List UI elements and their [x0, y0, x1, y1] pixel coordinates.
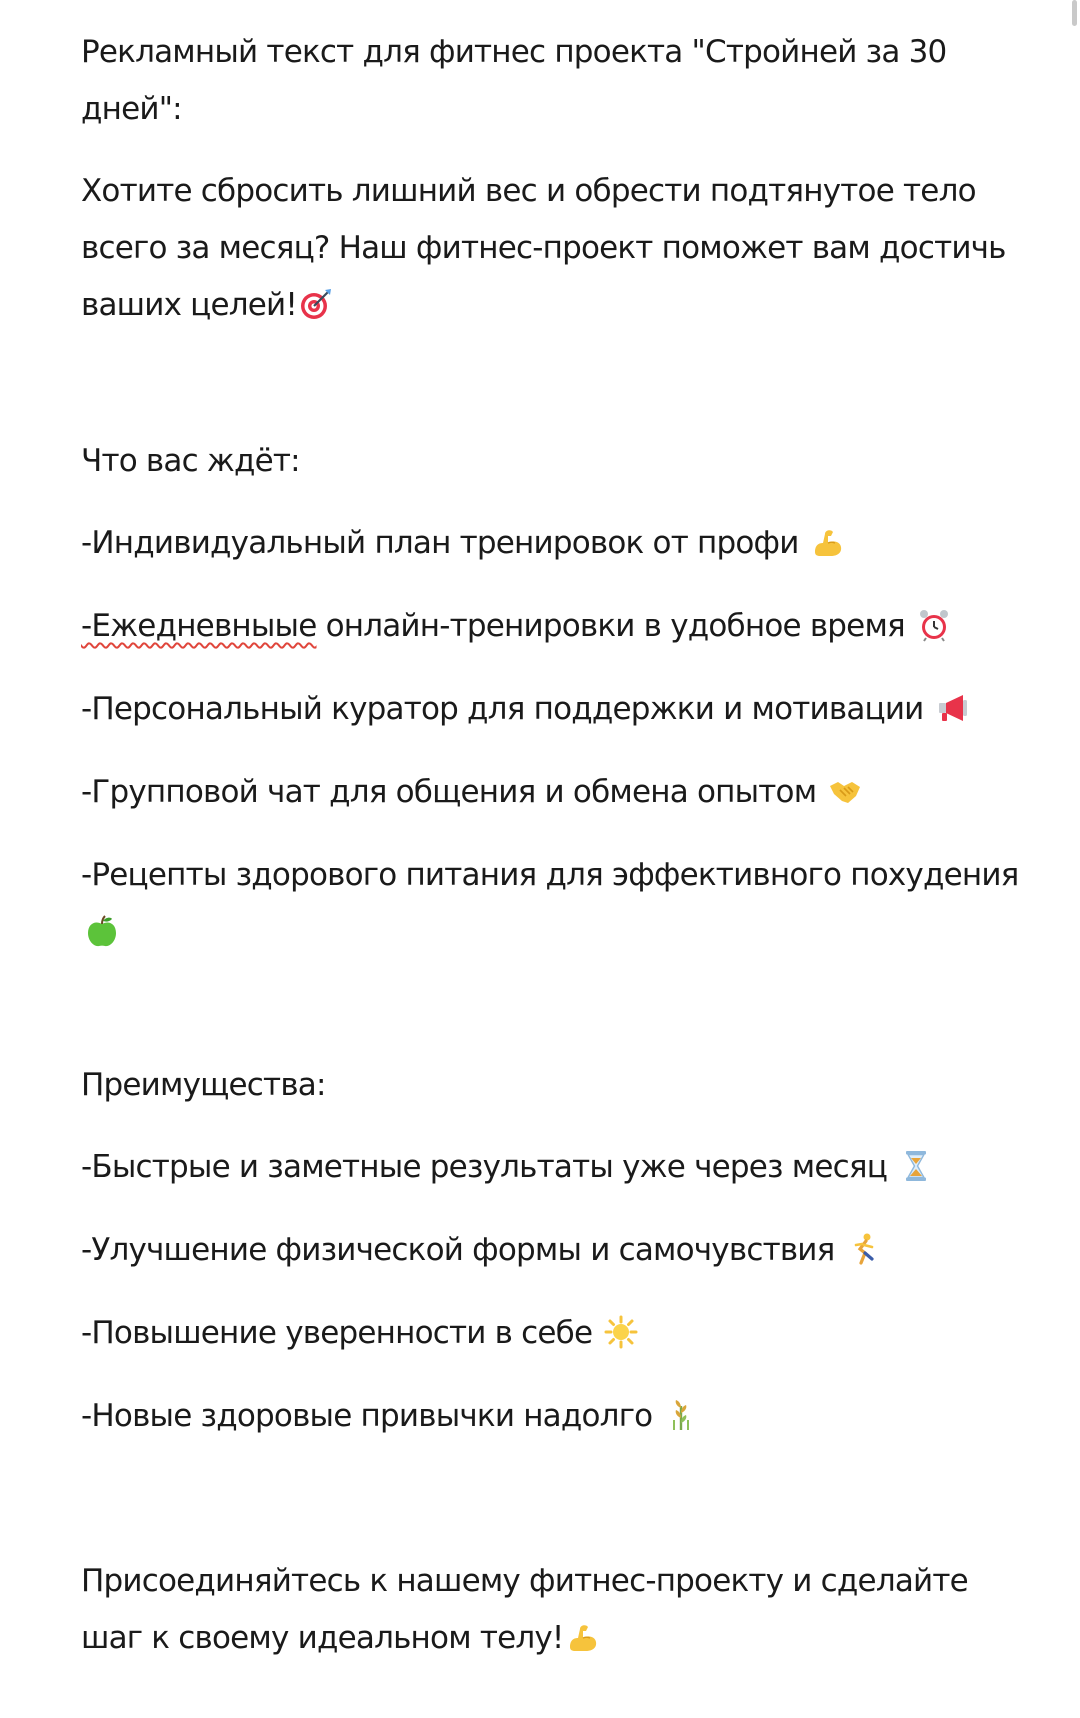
intro-line-2: всего за месяц? Наш фитнес-проект поможет вам достичь — [81, 230, 1006, 266]
feature-item: -Ежедневныые онлайн-тренировки в удобное время — [81, 597, 951, 655]
benefits-heading: Преимущества: — [81, 1067, 326, 1103]
feature-item: -Групповой чат для общения и обмена опытом — [81, 763, 862, 821]
alarm-clock-icon — [917, 608, 951, 642]
flexed-biceps-icon — [566, 1620, 600, 1654]
features-heading: Что вас ждёт: — [81, 443, 300, 479]
hourglass-icon — [899, 1149, 933, 1183]
intro-line-1: Хотите сбросить лишний вес и обрести подтянутое тело — [81, 173, 976, 209]
direct-hit-icon — [299, 287, 333, 321]
vertical-scrollbar[interactable] — [1070, 0, 1080, 1718]
runner-icon — [847, 1232, 881, 1266]
megaphone-icon — [936, 691, 970, 725]
benefit-item: -Повышение уверенности в себе — [81, 1304, 638, 1362]
flexed-biceps-icon — [811, 525, 845, 559]
sun-icon — [604, 1315, 638, 1349]
benefit-item: -Улучшение физической формы и самочувствия — [81, 1221, 881, 1279]
benefit-item: -Новые здоровые привычки надолго — [81, 1387, 698, 1445]
closing-line-1: Присоединяйтесь к нашему фитнес-проекту и сделайте — [81, 1563, 968, 1599]
closing-line-2: шаг к своему идеальном телу! — [81, 1609, 600, 1667]
seedling-icon — [664, 1398, 698, 1432]
intro-line-3 — [81, 276, 333, 334]
feature-item: -Рецепты здорового питания для эффективного похудения — [81, 857, 1019, 893]
benefit-item: -Быстрые и заметные результаты уже через месяц — [81, 1138, 933, 1196]
handshake-icon — [828, 774, 862, 808]
feature-item: -Персональный куратор для поддержки и мотивации — [81, 680, 970, 738]
title-line-2: дней": — [81, 91, 182, 127]
feature-item: -Индивидуальный план тренировок от профи — [81, 514, 845, 572]
title-line-1: Рекламный текст для фитнес проекта "Стройней за 30 — [81, 34, 947, 70]
scrollbar-thumb[interactable] — [1072, 0, 1077, 26]
misspelled-word[interactable]: -Ежедневныые — [81, 608, 317, 644]
green-apple-icon — [85, 914, 119, 948]
feature-item-emoji-line — [81, 903, 119, 961]
intro-line-3-text: ваших целей! — [81, 287, 298, 323]
